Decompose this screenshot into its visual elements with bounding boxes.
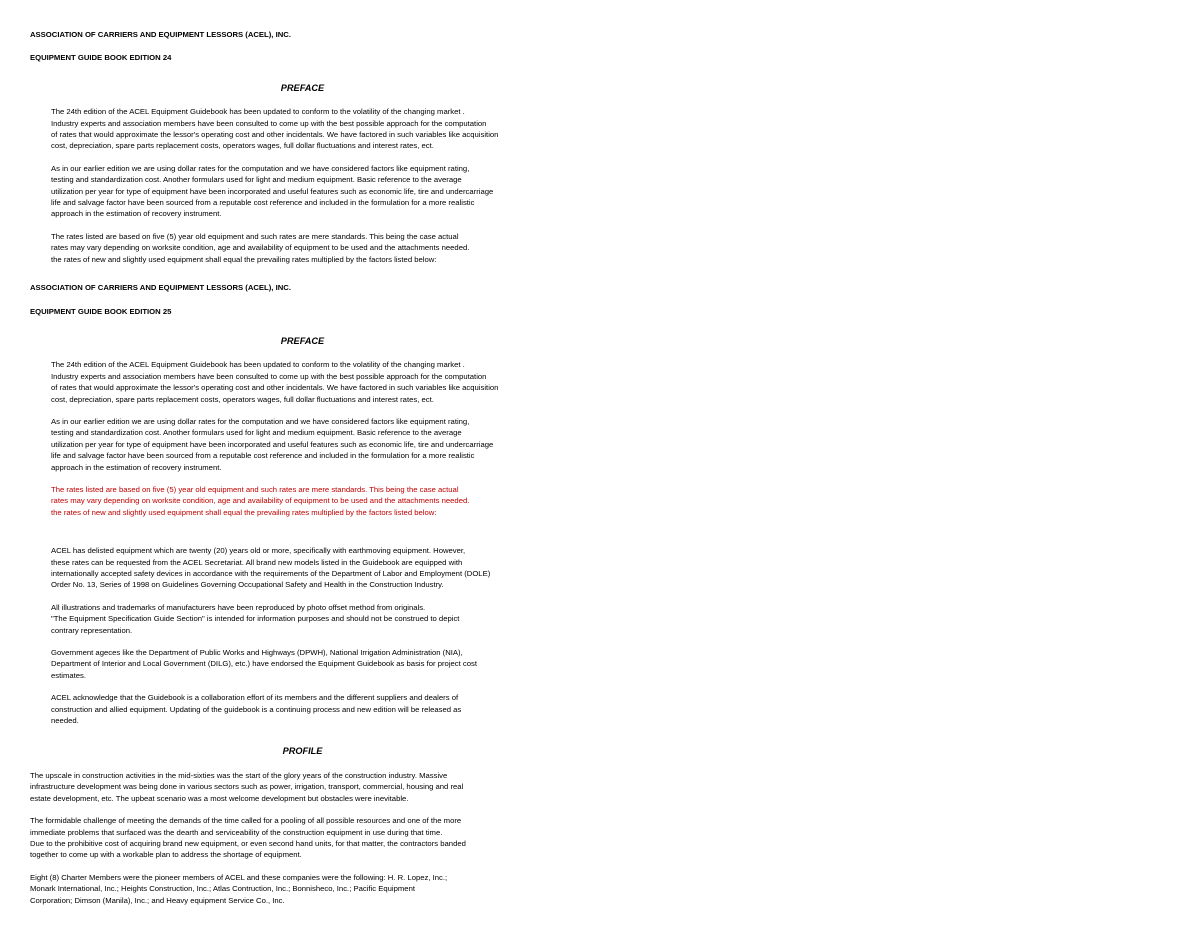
highlighted-paragraph: The rates listed are based on five (5) year old equipment and such rates are mere standards. This being the case actual rates may vary depending on worksite condition, age and availability of equipment to be used and the attachments needed. the rates of new and slightly used equipment shall equal the prevailing rates multiplied by the factors listed below: (51, 484, 470, 517)
paragraph: The 24th edition of the ACEL Equipment Guidebook has been updated to conform to the volatility of the changing market . Industry experts and association members have been consulted to come up with the best possible approach for the computation of rates that would approximate the lessor's operating cost and other incidentals. We have factored in such variables like acquisition cost, depreciation, spare parts replacement costs, operators wages, full dollar fluctuations and interest rates, ect. (51, 360, 499, 404)
organization-name: ASSOCIATION OF CARRIERS AND EQUIPMENT LESSORS (ACEL), INC. (30, 30, 291, 39)
preface-title: PREFACE (280, 335, 325, 346)
paragraph: The 24th edition of the ACEL Equipment Guidebook has been updated to conform to the volatility of the changing market . Industry experts and association members have been consulted to come up with the best possible approach for the computation of rates that would approximate the lessor's operating cost and other incidentals. We have factored in such variables like acquisition cost, depreciation, spare parts replacement costs, operators wages, full dollar fluctuations and interest rates, ect. (51, 107, 499, 151)
paragraph: All illustrations and trademarks of manufacturers have been reproduced by photo offset method from originals. "The Equipment Specification Guide Section" is intended for information purposes and should not be construed to depict contrary representation. (51, 602, 460, 635)
document-page (30, 29, 575, 917)
preface-title: PREFACE (280, 82, 325, 93)
edition-heading: EQUIPMENT GUIDE BOOK EDITION 24 (30, 53, 172, 63)
paragraph: Eight (8) Charter Members were the pioneer members of ACEL and these companies were the following: H. R. Lopez, Inc.; Monark International, Inc.; Heights Construction, Inc.; Atlas Contruction, Inc.; Bonnisheco, Inc.; Pacific Equipment Corporation; Dimson (Manila), Inc.; and Heavy equipment Service Co., Inc. (30, 872, 448, 905)
paragraph: As in our earlier edition we are using dollar rates for the computation and we have considered factors like equipment rating, testing and standardization cost. Another formulars used for light and medium equipment. Basic reference to the average utilization per year for type of equipment have been incorporated and useful features such as economic life, tire and undercarriage life and salvage factor have been sourced from a reputable cost reference and included in the formulation for a more realistic approach in the estimation of recovery instrument. (51, 163, 494, 219)
profile-title: PROFILE (282, 746, 323, 757)
paragraph: ACEL acknowledge that the Guidebook is a collaboration effort of its members and the different suppliers and dealers of construction and allied equipment. Updating of the guidebook is a continuing process and new edition will be released as needed. (51, 693, 462, 726)
paragraph: The upscale in construction activities in the mid-sixties was the start of the glory years of the construction industry. Massive infrastructure development was being done in various sectors such as power, irrigation, transport, commercial, housing and real estate development, etc. The upbeat scenario was a most welcome development but obstacles were inevitable. (30, 770, 464, 803)
paragraph: ACEL has delisted equipment which are twenty (20) years old or more, specifically with earthmoving equipment. However, these rates can be requested from the ACEL Secretariat. All brand new models listed in the Guidebook are equipped with internationally accepted safety devices in accordance with the requirements of the Department of Labor and Employment (DOLE) Order No. 13, Series of 1998 on Guidelines Governing Occupational Safety and Health in the Construction Industry. (51, 546, 491, 590)
organization-name: ASSOCIATION OF CARRIERS AND EQUIPMENT LESSORS (ACEL), INC. (30, 283, 291, 293)
preface-section-25 (30, 282, 575, 726)
paragraph: The rates listed are based on five (5) year old equipment and such rates are mere standards. This being the case actual rates may vary depending on worksite condition, age and availability of equipment to be used and the attachments needed. the rates of new and slightly used equipment shall equal the prevailing rates multiplied by the factors listed below: (51, 231, 470, 264)
preface-section-24 (30, 29, 575, 265)
paragraph: The formidable challenge of meeting the demands of the time called for a pooling of all possible resources and one of the more immediate problems that surfaced was the dearth and serviceability of the construction equipment in use during that time. Due to the prohibitive cost of acquiring brand new equipment, or even second hand units, for that matter, the contractors banded together to come up with a workable plan to address the shortage of equipment. (30, 816, 466, 860)
profile-section (30, 746, 575, 905)
paragraph: Government ageces like the Department of Public Works and Highways (DPWH), National Irrigation Administration (NIA), Department of Interior and Local Government (DILG), etc.) have endorsed the Equipment Guidebook as basis for project cost estimates. (51, 648, 478, 680)
paragraph: As in our earlier edition we are using dollar rates for the computation and we have considered factors like equipment rating, testing and standardization cost. Another formulars used for light and medium equipment. Basic reference to the average utilization per year for type of equipment have been incorporated and useful features such as economic life, tire and undercarriage life and salvage factor have been sourced from a reputable cost reference and included in the formulation for a more realistic approach in the estimation of recovery instrument. (51, 416, 494, 472)
edition-heading: EQUIPMENT GUIDE BOOK EDITION 25 (30, 306, 172, 316)
